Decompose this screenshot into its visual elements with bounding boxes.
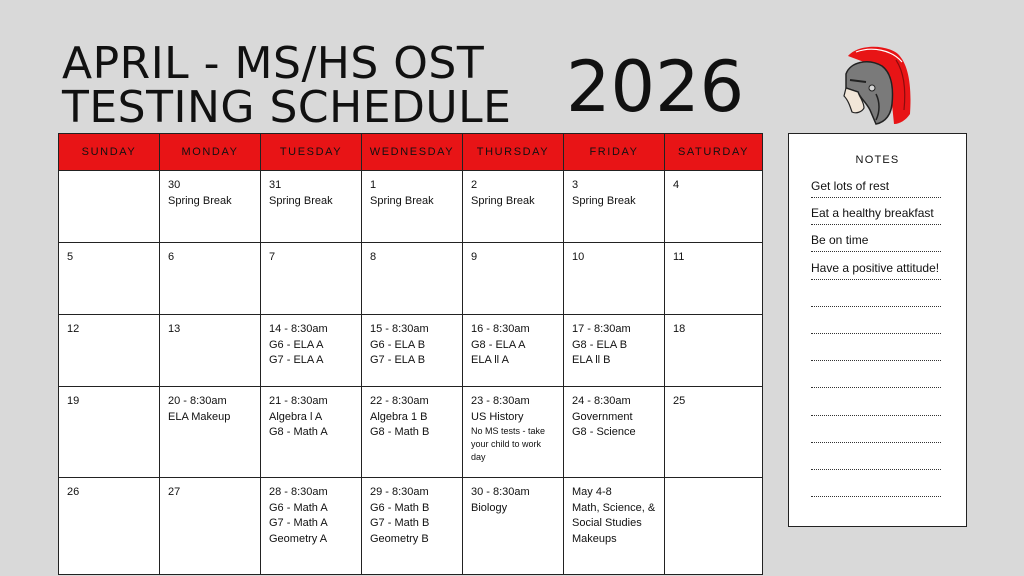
week-row — [59, 243, 763, 315]
day-cell — [665, 171, 763, 243]
day-entry: Biology — [471, 501, 508, 514]
day-header: FRIDAY — [564, 134, 665, 171]
day-date: 22 - 8:30am — [370, 395, 429, 407]
day-date: 29 - 8:30am — [370, 486, 429, 498]
day-date: May 4-8 — [572, 486, 612, 498]
day-date: 14 - 8:30am — [269, 323, 328, 335]
day-date: 20 - 8:30am — [168, 395, 227, 407]
day-entry: ELA Makeup — [168, 410, 231, 423]
day-entry: G8 - ELA A — [471, 338, 526, 351]
day-cell — [160, 315, 261, 387]
week-row — [59, 387, 763, 478]
day-date: 28 - 8:30am — [269, 486, 328, 498]
note-line — [811, 424, 941, 443]
note-line — [811, 369, 941, 388]
day-entry: Geometry A — [269, 532, 328, 545]
day-cell — [463, 171, 564, 243]
day-entry: Algebra 1 B — [370, 410, 428, 423]
day-cell — [665, 478, 763, 575]
day-entry: G7 - ELA B — [370, 354, 426, 366]
day-cell — [261, 171, 362, 243]
day-date: 30 — [168, 179, 181, 191]
day-cell — [665, 243, 763, 315]
day-cell — [463, 315, 564, 387]
day-entry: Spring Break — [168, 194, 232, 207]
day-cell — [261, 387, 362, 478]
day-date: 21 - 8:30am — [269, 395, 328, 407]
day-entry: G8 - Math B — [370, 426, 430, 438]
note-line: Eat a healthy breakfast — [811, 206, 941, 225]
day-cell — [160, 478, 261, 575]
day-entry: G8 - Math A — [269, 426, 328, 438]
day-cell — [362, 171, 463, 243]
day-note: No MS tests - take your child to work day — [471, 426, 546, 462]
day-cell — [160, 243, 261, 315]
day-entry: Social Studies — [572, 517, 642, 529]
day-cell — [564, 315, 665, 387]
day-header-row — [59, 134, 763, 171]
day-cell — [564, 387, 665, 478]
day-cell — [59, 478, 160, 575]
day-date: 19 — [67, 395, 80, 407]
note-line: Be on time — [811, 233, 941, 252]
day-cell — [59, 171, 160, 243]
day-entry: G6 - ELA A — [269, 338, 324, 351]
day-date: 24 - 8:30am — [572, 395, 631, 407]
day-cell — [59, 387, 160, 478]
day-date: 17 - 8:30am — [572, 323, 631, 335]
day-date: 12 — [67, 323, 80, 335]
day-cell — [564, 243, 665, 315]
day-entry: Math, Science, & — [572, 501, 656, 514]
day-date: 10 — [572, 251, 585, 263]
day-entry: Algebra l A — [269, 410, 323, 423]
year-label: 2026 — [566, 46, 745, 128]
week-row — [59, 315, 763, 387]
day-cell — [463, 478, 564, 575]
day-date: 25 — [673, 395, 686, 407]
notes-title: NOTES — [855, 154, 900, 166]
day-entry: Spring Break — [370, 194, 434, 207]
day-date: 27 — [168, 486, 181, 498]
day-entry: Spring Break — [471, 194, 535, 207]
day-cell — [362, 387, 463, 478]
day-date: 30 - 8:30am — [471, 486, 530, 498]
day-header: THURSDAY — [463, 134, 564, 171]
spartan-helmet-icon — [836, 44, 916, 128]
day-entry: US History — [471, 410, 524, 423]
day-date: 15 - 8:30am — [370, 323, 429, 335]
day-cell — [261, 315, 362, 387]
page-title — [62, 38, 512, 133]
day-date: 9 — [471, 251, 478, 263]
title-line-2: TESTING SCHEDULE — [62, 82, 512, 133]
calendar-table — [58, 133, 763, 575]
day-date: 6 — [168, 251, 175, 263]
day-cell — [665, 315, 763, 387]
day-date: 18 — [673, 323, 686, 335]
day-cell — [564, 478, 665, 575]
day-date: 5 — [67, 251, 74, 263]
day-cell — [665, 387, 763, 478]
note-line — [811, 478, 941, 497]
day-cell — [59, 315, 160, 387]
day-entry: Spring Break — [572, 194, 636, 207]
day-entry: ELA ll A — [471, 354, 509, 366]
notes-panel — [788, 133, 967, 527]
day-cell — [59, 243, 160, 315]
day-date: 13 — [168, 323, 181, 335]
day-header: SUNDAY — [59, 134, 160, 171]
day-header: WEDNESDAY — [362, 134, 463, 171]
day-date: 31 — [269, 179, 282, 191]
day-entry: Makeups — [572, 532, 617, 545]
note-line — [811, 315, 941, 334]
day-entry: G6 - Math A — [269, 501, 328, 514]
day-entry: G7 - ELA A — [269, 354, 324, 366]
day-cell — [261, 478, 362, 575]
day-date: 8 — [370, 251, 377, 263]
day-header: TUESDAY — [261, 134, 362, 171]
note-line: Get lots of rest — [811, 179, 941, 198]
day-date: 1 — [370, 179, 377, 191]
day-cell — [463, 243, 564, 315]
day-date: 11 — [673, 251, 685, 263]
day-entry: G7 - Math B — [370, 517, 430, 529]
day-date: 3 — [572, 179, 579, 191]
day-cell — [463, 387, 564, 478]
day-header: SATURDAY — [665, 134, 763, 171]
title-line-1: APRIL - MS/HS OST — [62, 38, 485, 89]
week-row — [59, 478, 763, 575]
day-cell — [160, 387, 261, 478]
day-cell — [362, 315, 463, 387]
note-line — [811, 342, 941, 361]
day-entry: G6 - Math B — [370, 501, 430, 514]
day-entry: G6 - ELA B — [370, 338, 426, 351]
day-header: MONDAY — [160, 134, 261, 171]
day-cell — [261, 243, 362, 315]
week-row — [59, 171, 763, 243]
day-entry: ELA ll B — [572, 354, 611, 366]
day-cell — [564, 171, 665, 243]
day-date: 4 — [673, 179, 680, 191]
day-cell — [362, 243, 463, 315]
day-cell — [362, 478, 463, 575]
note-line — [811, 288, 941, 307]
day-entry: G7 - Math A — [269, 517, 328, 529]
note-line: Have a positive attitude! — [811, 261, 941, 280]
day-date: 23 - 8:30am — [471, 395, 530, 407]
day-entry: Government — [572, 410, 633, 423]
day-date: 2 — [471, 179, 478, 191]
day-entry: G8 - ELA B — [572, 338, 628, 351]
day-cell — [160, 171, 261, 243]
day-entry: Geometry B — [370, 532, 429, 545]
note-line — [811, 451, 941, 470]
day-date: 7 — [269, 251, 276, 263]
day-date: 16 - 8:30am — [471, 323, 530, 335]
day-entry: Spring Break — [269, 194, 333, 207]
note-line — [811, 397, 941, 416]
day-entry: G8 - Science — [572, 426, 636, 438]
day-date: 26 — [67, 486, 80, 498]
